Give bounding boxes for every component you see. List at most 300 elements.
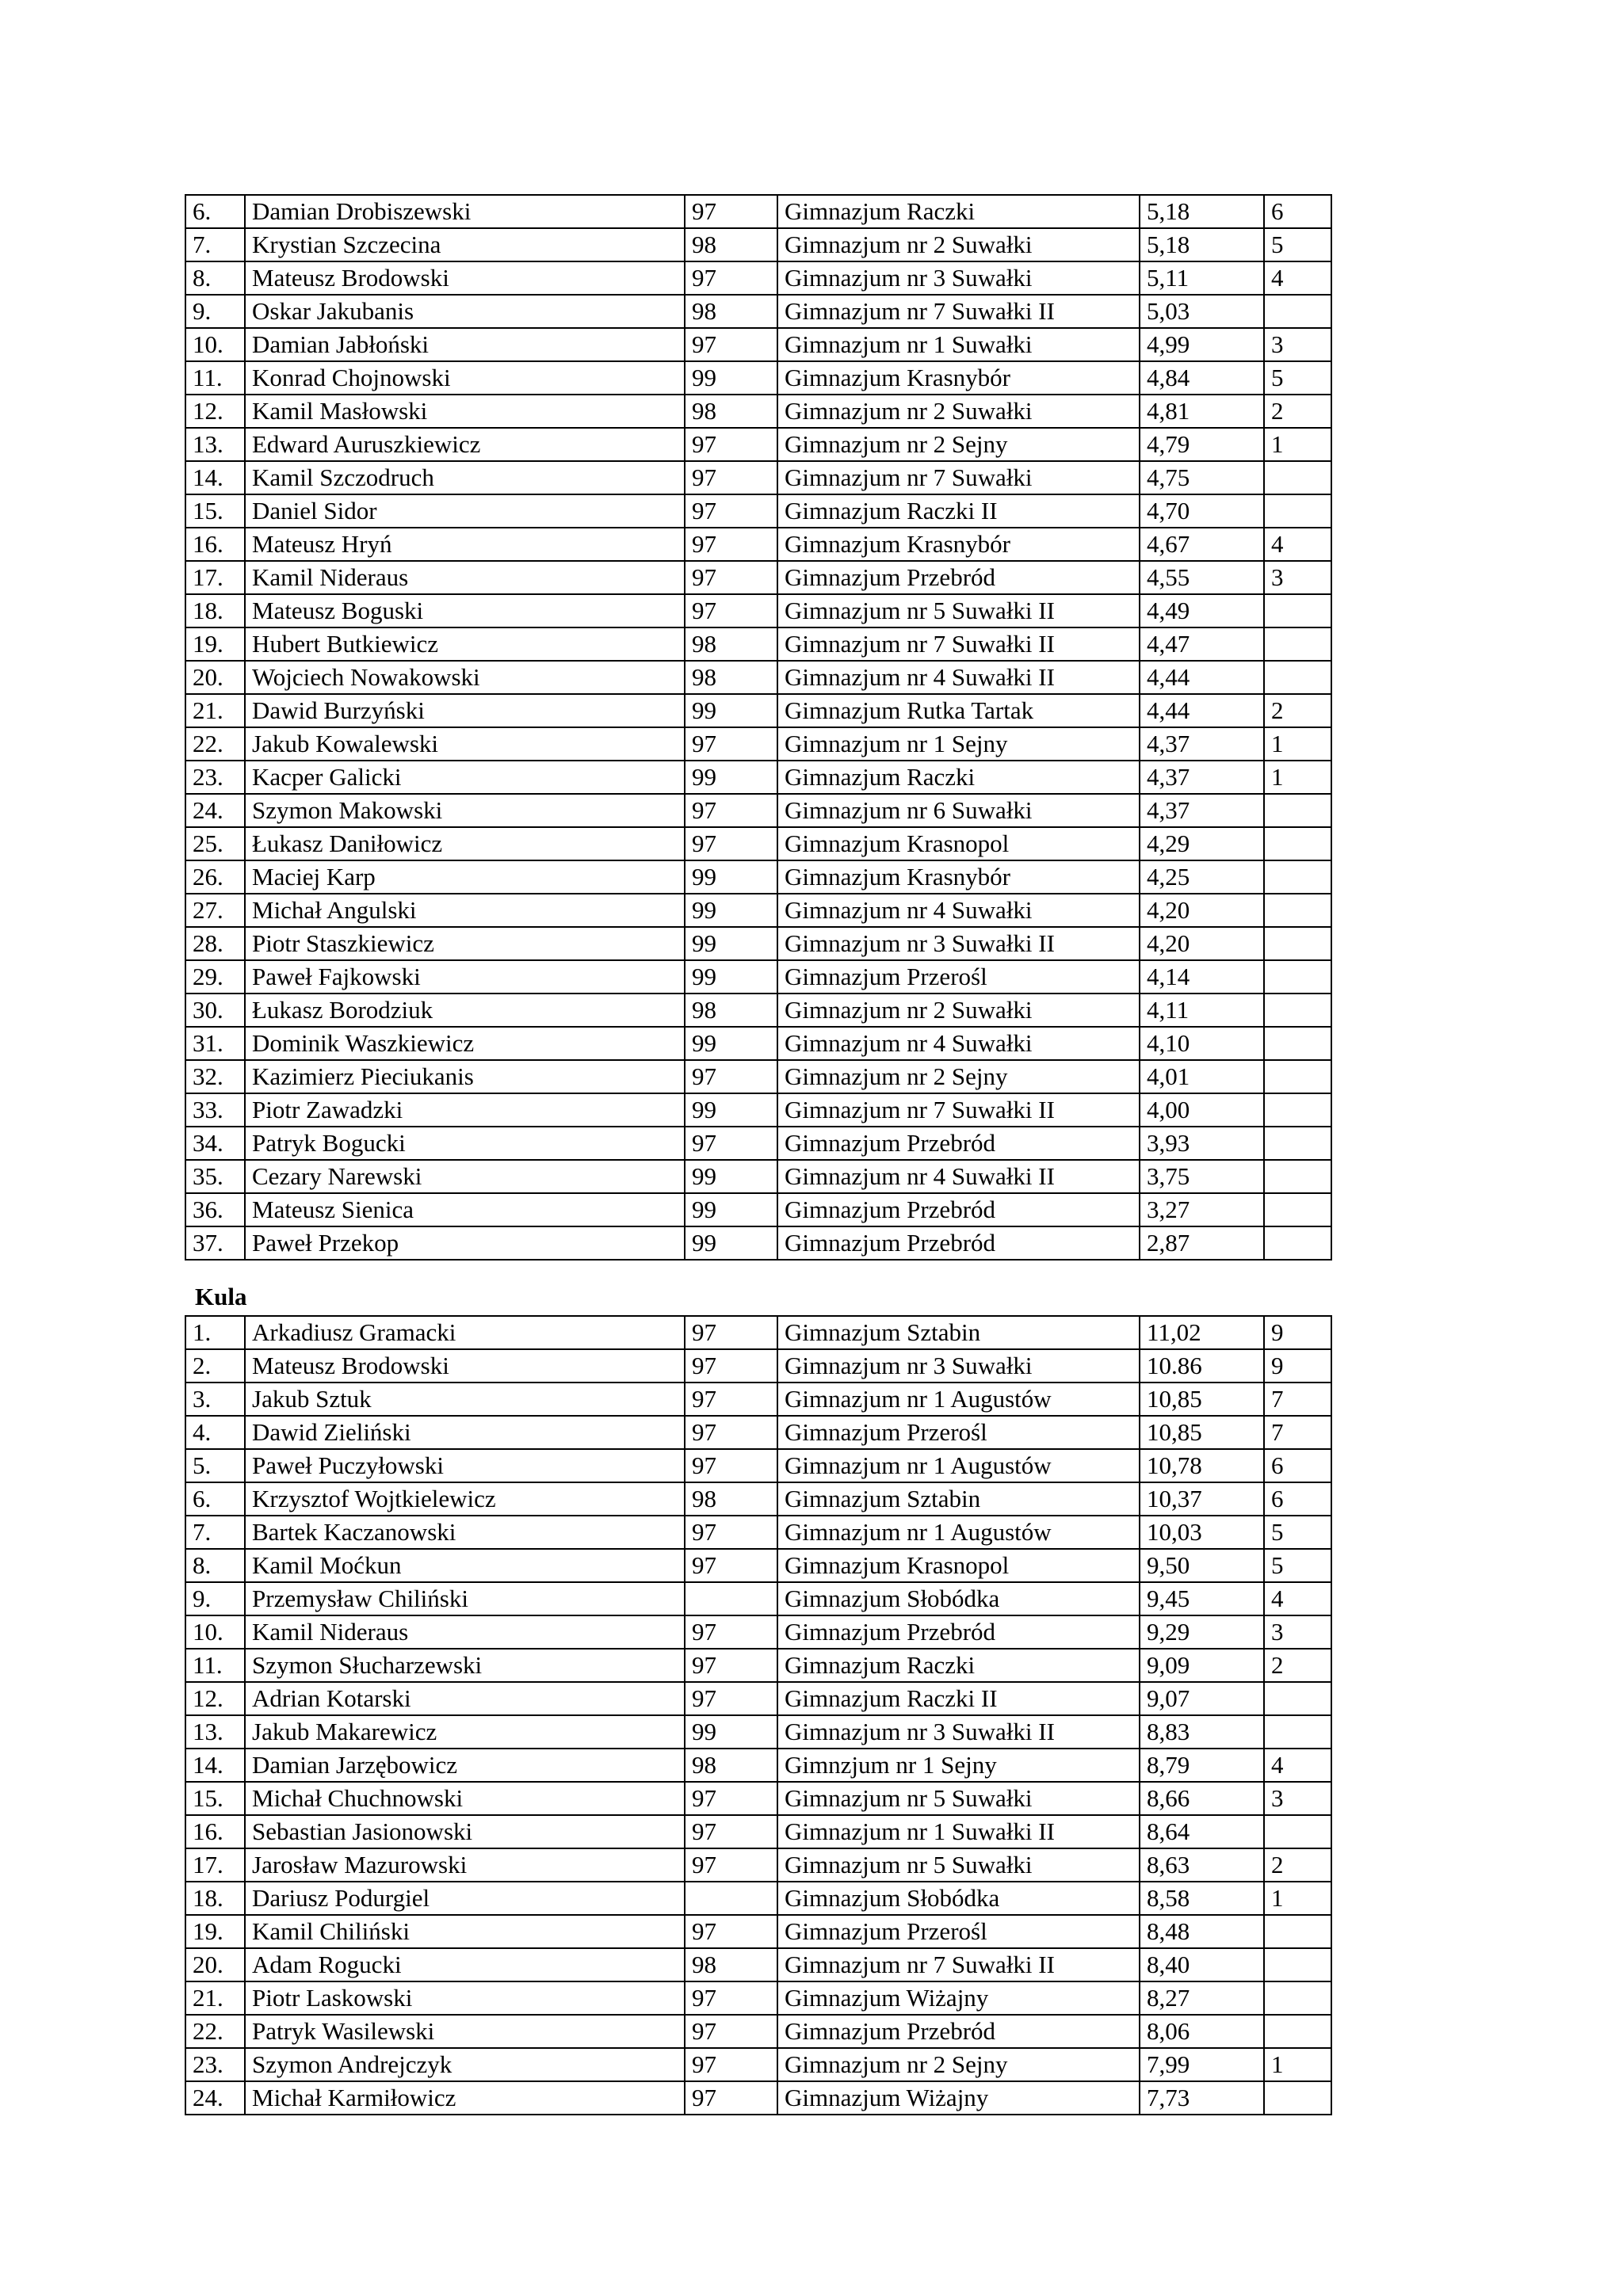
year-cell: 99: [685, 894, 777, 927]
place-cell: 18.: [185, 594, 245, 627]
result-cell: 8,27: [1140, 1981, 1264, 2015]
points-cell: [1264, 1160, 1331, 1193]
points-cell: [1264, 1127, 1331, 1160]
school-cell: Gimnazjum Wiżajny: [777, 2081, 1140, 2115]
place-cell: 32.: [185, 1060, 245, 1093]
points-cell: 3: [1264, 1615, 1331, 1649]
year-cell: 99: [685, 1093, 777, 1127]
place-cell: 23.: [185, 2048, 245, 2081]
school-cell: Gimnazjum Przerośl: [777, 1416, 1140, 1449]
year-cell: 97: [685, 1127, 777, 1160]
table-row: [185, 494, 1331, 528]
points-cell: [1264, 594, 1331, 627]
points-cell: 6: [1264, 1449, 1331, 1482]
table-row: [185, 1848, 1331, 1882]
points-cell: 5: [1264, 1516, 1331, 1549]
result-cell: 3,75: [1140, 1160, 1264, 1193]
place-cell: 8.: [185, 1549, 245, 1582]
result-cell: 5,03: [1140, 295, 1264, 328]
points-cell: 4: [1264, 261, 1331, 295]
name-cell: Mateusz Hryń: [245, 528, 685, 561]
name-cell: Piotr Laskowski: [245, 1981, 685, 2015]
year-cell: 97: [685, 561, 777, 594]
table-row: [185, 261, 1331, 295]
result-cell: 3,27: [1140, 1193, 1264, 1226]
year-cell: 97: [685, 1383, 777, 1416]
year-cell: 97: [685, 2048, 777, 2081]
points-cell: [1264, 860, 1331, 894]
place-cell: 28.: [185, 927, 245, 960]
points-cell: 1: [1264, 428, 1331, 461]
table-row: [185, 860, 1331, 894]
table-row: [185, 1416, 1331, 1449]
results-table-previous-event: [185, 194, 1332, 1261]
place-cell: 15.: [185, 494, 245, 528]
place-cell: 17.: [185, 561, 245, 594]
year-cell: 98: [685, 228, 777, 261]
place-cell: 36.: [185, 1193, 245, 1226]
school-cell: Gimnazjum Krasnopol: [777, 1549, 1140, 1582]
year-cell: 97: [685, 1549, 777, 1582]
year-cell: 99: [685, 361, 777, 395]
table-row: [185, 1093, 1331, 1127]
school-cell: Gimnazjum Przebród: [777, 1226, 1140, 1260]
name-cell: Paweł Przekop: [245, 1226, 685, 1260]
points-cell: [1264, 295, 1331, 328]
school-cell: Gimnazjum Sztabin: [777, 1316, 1140, 1349]
points-cell: 6: [1264, 1482, 1331, 1516]
place-cell: 24.: [185, 2081, 245, 2115]
result-cell: 8,64: [1140, 1815, 1264, 1848]
table-row: [185, 328, 1331, 361]
place-cell: 11.: [185, 361, 245, 395]
year-cell: 97: [685, 2015, 777, 2048]
place-cell: 20.: [185, 1948, 245, 1981]
result-cell: 7,99: [1140, 2048, 1264, 2081]
points-cell: [1264, 1682, 1331, 1715]
name-cell: Krystian Szczecina: [245, 228, 685, 261]
name-cell: Szymon Andrejczyk: [245, 2048, 685, 2081]
points-cell: 7: [1264, 1416, 1331, 1449]
table-row: [185, 727, 1331, 761]
name-cell: Jakub Sztuk: [245, 1383, 685, 1416]
place-cell: 16.: [185, 528, 245, 561]
place-cell: 19.: [185, 627, 245, 661]
name-cell: Kamil Chiliński: [245, 1915, 685, 1948]
result-cell: 9,07: [1140, 1682, 1264, 1715]
points-cell: 2: [1264, 395, 1331, 428]
name-cell: Bartek Kaczanowski: [245, 1516, 685, 1549]
points-cell: 4: [1264, 1749, 1331, 1782]
result-cell: 7,73: [1140, 2081, 1264, 2115]
name-cell: Arkadiusz Gramacki: [245, 1316, 685, 1349]
result-cell: 10.86: [1140, 1349, 1264, 1383]
table-row: [185, 1915, 1331, 1948]
place-cell: 7.: [185, 228, 245, 261]
points-cell: 5: [1264, 1549, 1331, 1582]
result-cell: 4,10: [1140, 1027, 1264, 1060]
table-row: [185, 1682, 1331, 1715]
name-cell: Michał Chuchnowski: [245, 1782, 685, 1815]
name-cell: Maciej Karp: [245, 860, 685, 894]
result-cell: 8,83: [1140, 1715, 1264, 1749]
school-cell: Gimnazjum Raczki II: [777, 494, 1140, 528]
name-cell: Michał Karmiłowicz: [245, 2081, 685, 2115]
result-cell: 4,14: [1140, 960, 1264, 994]
points-cell: [1264, 1715, 1331, 1749]
place-cell: 11.: [185, 1649, 245, 1682]
school-cell: Gimnazjum nr 4 Suwałki II: [777, 661, 1140, 694]
place-cell: 15.: [185, 1782, 245, 1815]
year-cell: 97: [685, 594, 777, 627]
year-cell: 97: [685, 528, 777, 561]
school-cell: Gimnazjum nr 6 Suwałki: [777, 794, 1140, 827]
result-cell: 4,11: [1140, 994, 1264, 1027]
place-cell: 3.: [185, 1383, 245, 1416]
school-cell: Gimnazjum Przebród: [777, 561, 1140, 594]
points-cell: [1264, 794, 1331, 827]
school-cell: Gimnazjum Krasnybór: [777, 860, 1140, 894]
result-cell: 4,47: [1140, 627, 1264, 661]
name-cell: Dawid Zieliński: [245, 1416, 685, 1449]
table-row: [185, 1815, 1331, 1848]
name-cell: Edward Auruszkiewicz: [245, 428, 685, 461]
year-cell: 99: [685, 1715, 777, 1749]
year-cell: 98: [685, 395, 777, 428]
year-cell: 97: [685, 1815, 777, 1848]
school-cell: Gimnazjum Słobódka: [777, 1882, 1140, 1915]
table-row: [185, 2015, 1331, 2048]
year-cell: 99: [685, 1226, 777, 1260]
result-cell: 4,99: [1140, 328, 1264, 361]
school-cell: Gimnazjum nr 3 Suwałki II: [777, 927, 1140, 960]
table-row: [185, 1383, 1331, 1416]
name-cell: Kacper Galicki: [245, 761, 685, 794]
year-cell: 97: [685, 1649, 777, 1682]
points-cell: [1264, 461, 1331, 494]
table-row: [185, 661, 1331, 694]
result-cell: 9,09: [1140, 1649, 1264, 1682]
year-cell: 97: [685, 1915, 777, 1948]
table-row: [185, 1615, 1331, 1649]
points-cell: 9: [1264, 1316, 1331, 1349]
place-cell: 33.: [185, 1093, 245, 1127]
place-cell: 24.: [185, 794, 245, 827]
result-cell: 4,29: [1140, 827, 1264, 860]
school-cell: Gimnazjum nr 2 Sejny: [777, 1060, 1140, 1093]
place-cell: 29.: [185, 960, 245, 994]
table-row: [185, 428, 1331, 461]
points-cell: [1264, 2081, 1331, 2115]
section-heading-kula: Kula: [195, 1283, 247, 1310]
name-cell: Przemysław Chiliński: [245, 1582, 685, 1615]
place-cell: 9.: [185, 1582, 245, 1615]
points-cell: [1264, 2015, 1331, 2048]
school-cell: Gimnazjum nr 2 Suwałki: [777, 228, 1140, 261]
result-cell: 10,37: [1140, 1482, 1264, 1516]
school-cell: Gimnazjum Sztabin: [777, 1482, 1140, 1516]
table-row: [185, 195, 1331, 228]
name-cell: Hubert Butkiewicz: [245, 627, 685, 661]
result-cell: 4,20: [1140, 894, 1264, 927]
table-row: [185, 1782, 1331, 1815]
name-cell: Jakub Makarewicz: [245, 1715, 685, 1749]
table-row: [185, 1981, 1331, 2015]
name-cell: Mateusz Sienica: [245, 1193, 685, 1226]
points-cell: 1: [1264, 1882, 1331, 1915]
points-cell: 4: [1264, 528, 1331, 561]
place-cell: 21.: [185, 1981, 245, 2015]
table-row: [185, 1749, 1331, 1782]
points-cell: [1264, 1948, 1331, 1981]
points-cell: 1: [1264, 2048, 1331, 2081]
result-cell: 4,25: [1140, 860, 1264, 894]
year-cell: 97: [685, 794, 777, 827]
table-row: [185, 994, 1331, 1027]
points-cell: 5: [1264, 361, 1331, 395]
place-cell: 26.: [185, 860, 245, 894]
place-cell: 6.: [185, 195, 245, 228]
result-cell: 5,11: [1140, 261, 1264, 295]
name-cell: Adam Rogucki: [245, 1948, 685, 1981]
name-cell: Dominik Waszkiewicz: [245, 1027, 685, 1060]
name-cell: Mateusz Brodowski: [245, 1349, 685, 1383]
points-cell: [1264, 1815, 1331, 1848]
results-table-kula: [185, 1315, 1332, 2115]
name-cell: Kamil Masłowski: [245, 395, 685, 428]
year-cell: 99: [685, 960, 777, 994]
school-cell: Gimnazjum Krasnopol: [777, 827, 1140, 860]
table-row: [185, 1349, 1331, 1383]
result-cell: 4,79: [1140, 428, 1264, 461]
result-cell: 4,84: [1140, 361, 1264, 395]
points-cell: [1264, 894, 1331, 927]
year-cell: 97: [685, 1316, 777, 1349]
place-cell: 12.: [185, 1682, 245, 1715]
points-cell: 9: [1264, 1349, 1331, 1383]
table-row: [185, 1882, 1331, 1915]
school-cell: Gimnazjum nr 3 Suwałki: [777, 1349, 1140, 1383]
year-cell: 99: [685, 761, 777, 794]
place-cell: 18.: [185, 1882, 245, 1915]
table-row: [185, 2048, 1331, 2081]
points-cell: [1264, 927, 1331, 960]
place-cell: 27.: [185, 894, 245, 927]
result-cell: 8,63: [1140, 1848, 1264, 1882]
points-cell: [1264, 1226, 1331, 1260]
table-row: [185, 228, 1331, 261]
year-cell: 97: [685, 1416, 777, 1449]
place-cell: 37.: [185, 1226, 245, 1260]
result-cell: 3,93: [1140, 1127, 1264, 1160]
table-row: [185, 2081, 1331, 2115]
year-cell: 97: [685, 1060, 777, 1093]
results-table-body: [185, 1316, 1331, 2115]
year-cell: 97: [685, 195, 777, 228]
year-cell: 98: [685, 661, 777, 694]
year-cell: 97: [685, 1615, 777, 1649]
school-cell: Gimnazjum Przebród: [777, 2015, 1140, 2048]
table-row: [185, 1060, 1331, 1093]
table-row: [185, 827, 1331, 860]
name-cell: Jarosław Mazurowski: [245, 1848, 685, 1882]
year-cell: 98: [685, 627, 777, 661]
table-row: [185, 1582, 1331, 1615]
school-cell: Gimnazjum nr 7 Suwałki II: [777, 1093, 1140, 1127]
name-cell: Adrian Kotarski: [245, 1682, 685, 1715]
result-cell: 4,75: [1140, 461, 1264, 494]
place-cell: 9.: [185, 295, 245, 328]
place-cell: 7.: [185, 1516, 245, 1549]
points-cell: 2: [1264, 694, 1331, 727]
name-cell: Kamil Szczodruch: [245, 461, 685, 494]
name-cell: Kamil Nideraus: [245, 1615, 685, 1649]
name-cell: Patryk Bogucki: [245, 1127, 685, 1160]
year-cell: 97: [685, 328, 777, 361]
result-cell: 4,20: [1140, 927, 1264, 960]
points-cell: [1264, 1060, 1331, 1093]
table-row: [185, 1316, 1331, 1349]
result-cell: 9,50: [1140, 1549, 1264, 1582]
result-cell: 4,55: [1140, 561, 1264, 594]
result-cell: 8,06: [1140, 2015, 1264, 2048]
name-cell: Cezary Narewski: [245, 1160, 685, 1193]
place-cell: 25.: [185, 827, 245, 860]
name-cell: Krzysztof Wojtkielewicz: [245, 1482, 685, 1516]
year-cell: 99: [685, 1160, 777, 1193]
result-cell: 8,79: [1140, 1749, 1264, 1782]
table-row: [185, 1516, 1331, 1549]
result-cell: 9,29: [1140, 1615, 1264, 1649]
name-cell: Kamil Nideraus: [245, 561, 685, 594]
name-cell: Kamil Moćkun: [245, 1549, 685, 1582]
table-row: [185, 1027, 1331, 1060]
year-cell: 97: [685, 1981, 777, 2015]
result-cell: 4,70: [1140, 494, 1264, 528]
school-cell: Gimnazjum nr 1 Suwałki: [777, 328, 1140, 361]
points-cell: [1264, 661, 1331, 694]
year-cell: 97: [685, 1782, 777, 1815]
result-cell: 10,78: [1140, 1449, 1264, 1482]
school-cell: Gimnazjum nr 5 Suwałki: [777, 1848, 1140, 1882]
year-cell: 98: [685, 295, 777, 328]
place-cell: 35.: [185, 1160, 245, 1193]
table-row: [185, 1649, 1331, 1682]
result-cell: 4,81: [1140, 395, 1264, 428]
points-cell: [1264, 960, 1331, 994]
year-cell: 97: [685, 1682, 777, 1715]
name-cell: Michał Angulski: [245, 894, 685, 927]
result-cell: 10,03: [1140, 1516, 1264, 1549]
school-cell: Gimnazjum nr 5 Suwałki II: [777, 594, 1140, 627]
result-cell: 8,66: [1140, 1782, 1264, 1815]
school-cell: Gimnazjum Krasnybór: [777, 361, 1140, 395]
place-cell: 23.: [185, 761, 245, 794]
school-cell: Gimnazjum Przebród: [777, 1127, 1140, 1160]
name-cell: Paweł Fajkowski: [245, 960, 685, 994]
table-row: [185, 1715, 1331, 1749]
school-cell: Gimnazjum nr 7 Suwałki II: [777, 627, 1140, 661]
year-cell: 97: [685, 494, 777, 528]
school-cell: Gimnazjum nr 4 Suwałki: [777, 894, 1140, 927]
place-cell: 34.: [185, 1127, 245, 1160]
school-cell: Gimnazjum nr 4 Suwałki II: [777, 1160, 1140, 1193]
year-cell: 97: [685, 827, 777, 860]
result-cell: 5,18: [1140, 195, 1264, 228]
points-cell: 7: [1264, 1383, 1331, 1416]
school-cell: Gimnazjum nr 1 Suwałki II: [777, 1815, 1140, 1848]
place-cell: 14.: [185, 461, 245, 494]
points-cell: 6: [1264, 195, 1331, 228]
school-cell: Gimnazjum nr 2 Suwałki: [777, 994, 1140, 1027]
table-row: [185, 894, 1331, 927]
school-cell: Gimnazjum Wiżajny: [777, 1981, 1140, 2015]
result-cell: 4,67: [1140, 528, 1264, 561]
points-cell: 5: [1264, 228, 1331, 261]
result-cell: 5,18: [1140, 228, 1264, 261]
table-row: [185, 361, 1331, 395]
points-cell: [1264, 1093, 1331, 1127]
year-cell: 97: [685, 1848, 777, 1882]
result-cell: 4,37: [1140, 727, 1264, 761]
name-cell: Dawid Burzyński: [245, 694, 685, 727]
year-cell: 99: [685, 860, 777, 894]
name-cell: Łukasz Borodziuk: [245, 994, 685, 1027]
year-cell: 98: [685, 1948, 777, 1981]
year-cell: 97: [685, 461, 777, 494]
points-cell: [1264, 827, 1331, 860]
place-cell: 10.: [185, 328, 245, 361]
name-cell: Sebastian Jasionowski: [245, 1815, 685, 1848]
result-cell: 10,85: [1140, 1383, 1264, 1416]
school-cell: Gimnazjum nr 5 Suwałki: [777, 1782, 1140, 1815]
year-cell: 98: [685, 1749, 777, 1782]
points-cell: [1264, 494, 1331, 528]
table-row: [185, 528, 1331, 561]
name-cell: Mateusz Brodowski: [245, 261, 685, 295]
school-cell: Gimnazjum Krasnybór: [777, 528, 1140, 561]
points-cell: 2: [1264, 1848, 1331, 1882]
place-cell: 5.: [185, 1449, 245, 1482]
year-cell: 97: [685, 261, 777, 295]
place-cell: 14.: [185, 1749, 245, 1782]
table-row: [185, 694, 1331, 727]
year-cell: 97: [685, 2081, 777, 2115]
result-cell: 4,37: [1140, 761, 1264, 794]
place-cell: 4.: [185, 1416, 245, 1449]
school-cell: Gimnazjum Przerośl: [777, 960, 1140, 994]
school-cell: Gimnazjum Raczki: [777, 195, 1140, 228]
school-cell: Gimnazjum nr 7 Suwałki II: [777, 295, 1140, 328]
school-cell: Gimnazjum Rutka Tartak: [777, 694, 1140, 727]
result-cell: 4,01: [1140, 1060, 1264, 1093]
result-cell: 8,48: [1140, 1915, 1264, 1948]
points-cell: [1264, 1915, 1331, 1948]
place-cell: 2.: [185, 1349, 245, 1383]
points-cell: 3: [1264, 328, 1331, 361]
year-cell: 99: [685, 927, 777, 960]
points-cell: 1: [1264, 727, 1331, 761]
place-cell: 10.: [185, 1615, 245, 1649]
table-row: [185, 1160, 1331, 1193]
place-cell: 22.: [185, 2015, 245, 2048]
school-cell: Gimnazjum nr 1 Sejny: [777, 727, 1140, 761]
name-cell: Damian Drobiszewski: [245, 195, 685, 228]
points-cell: [1264, 1193, 1331, 1226]
year-cell: 99: [685, 1027, 777, 1060]
points-cell: 3: [1264, 561, 1331, 594]
year-cell: 97: [685, 1516, 777, 1549]
